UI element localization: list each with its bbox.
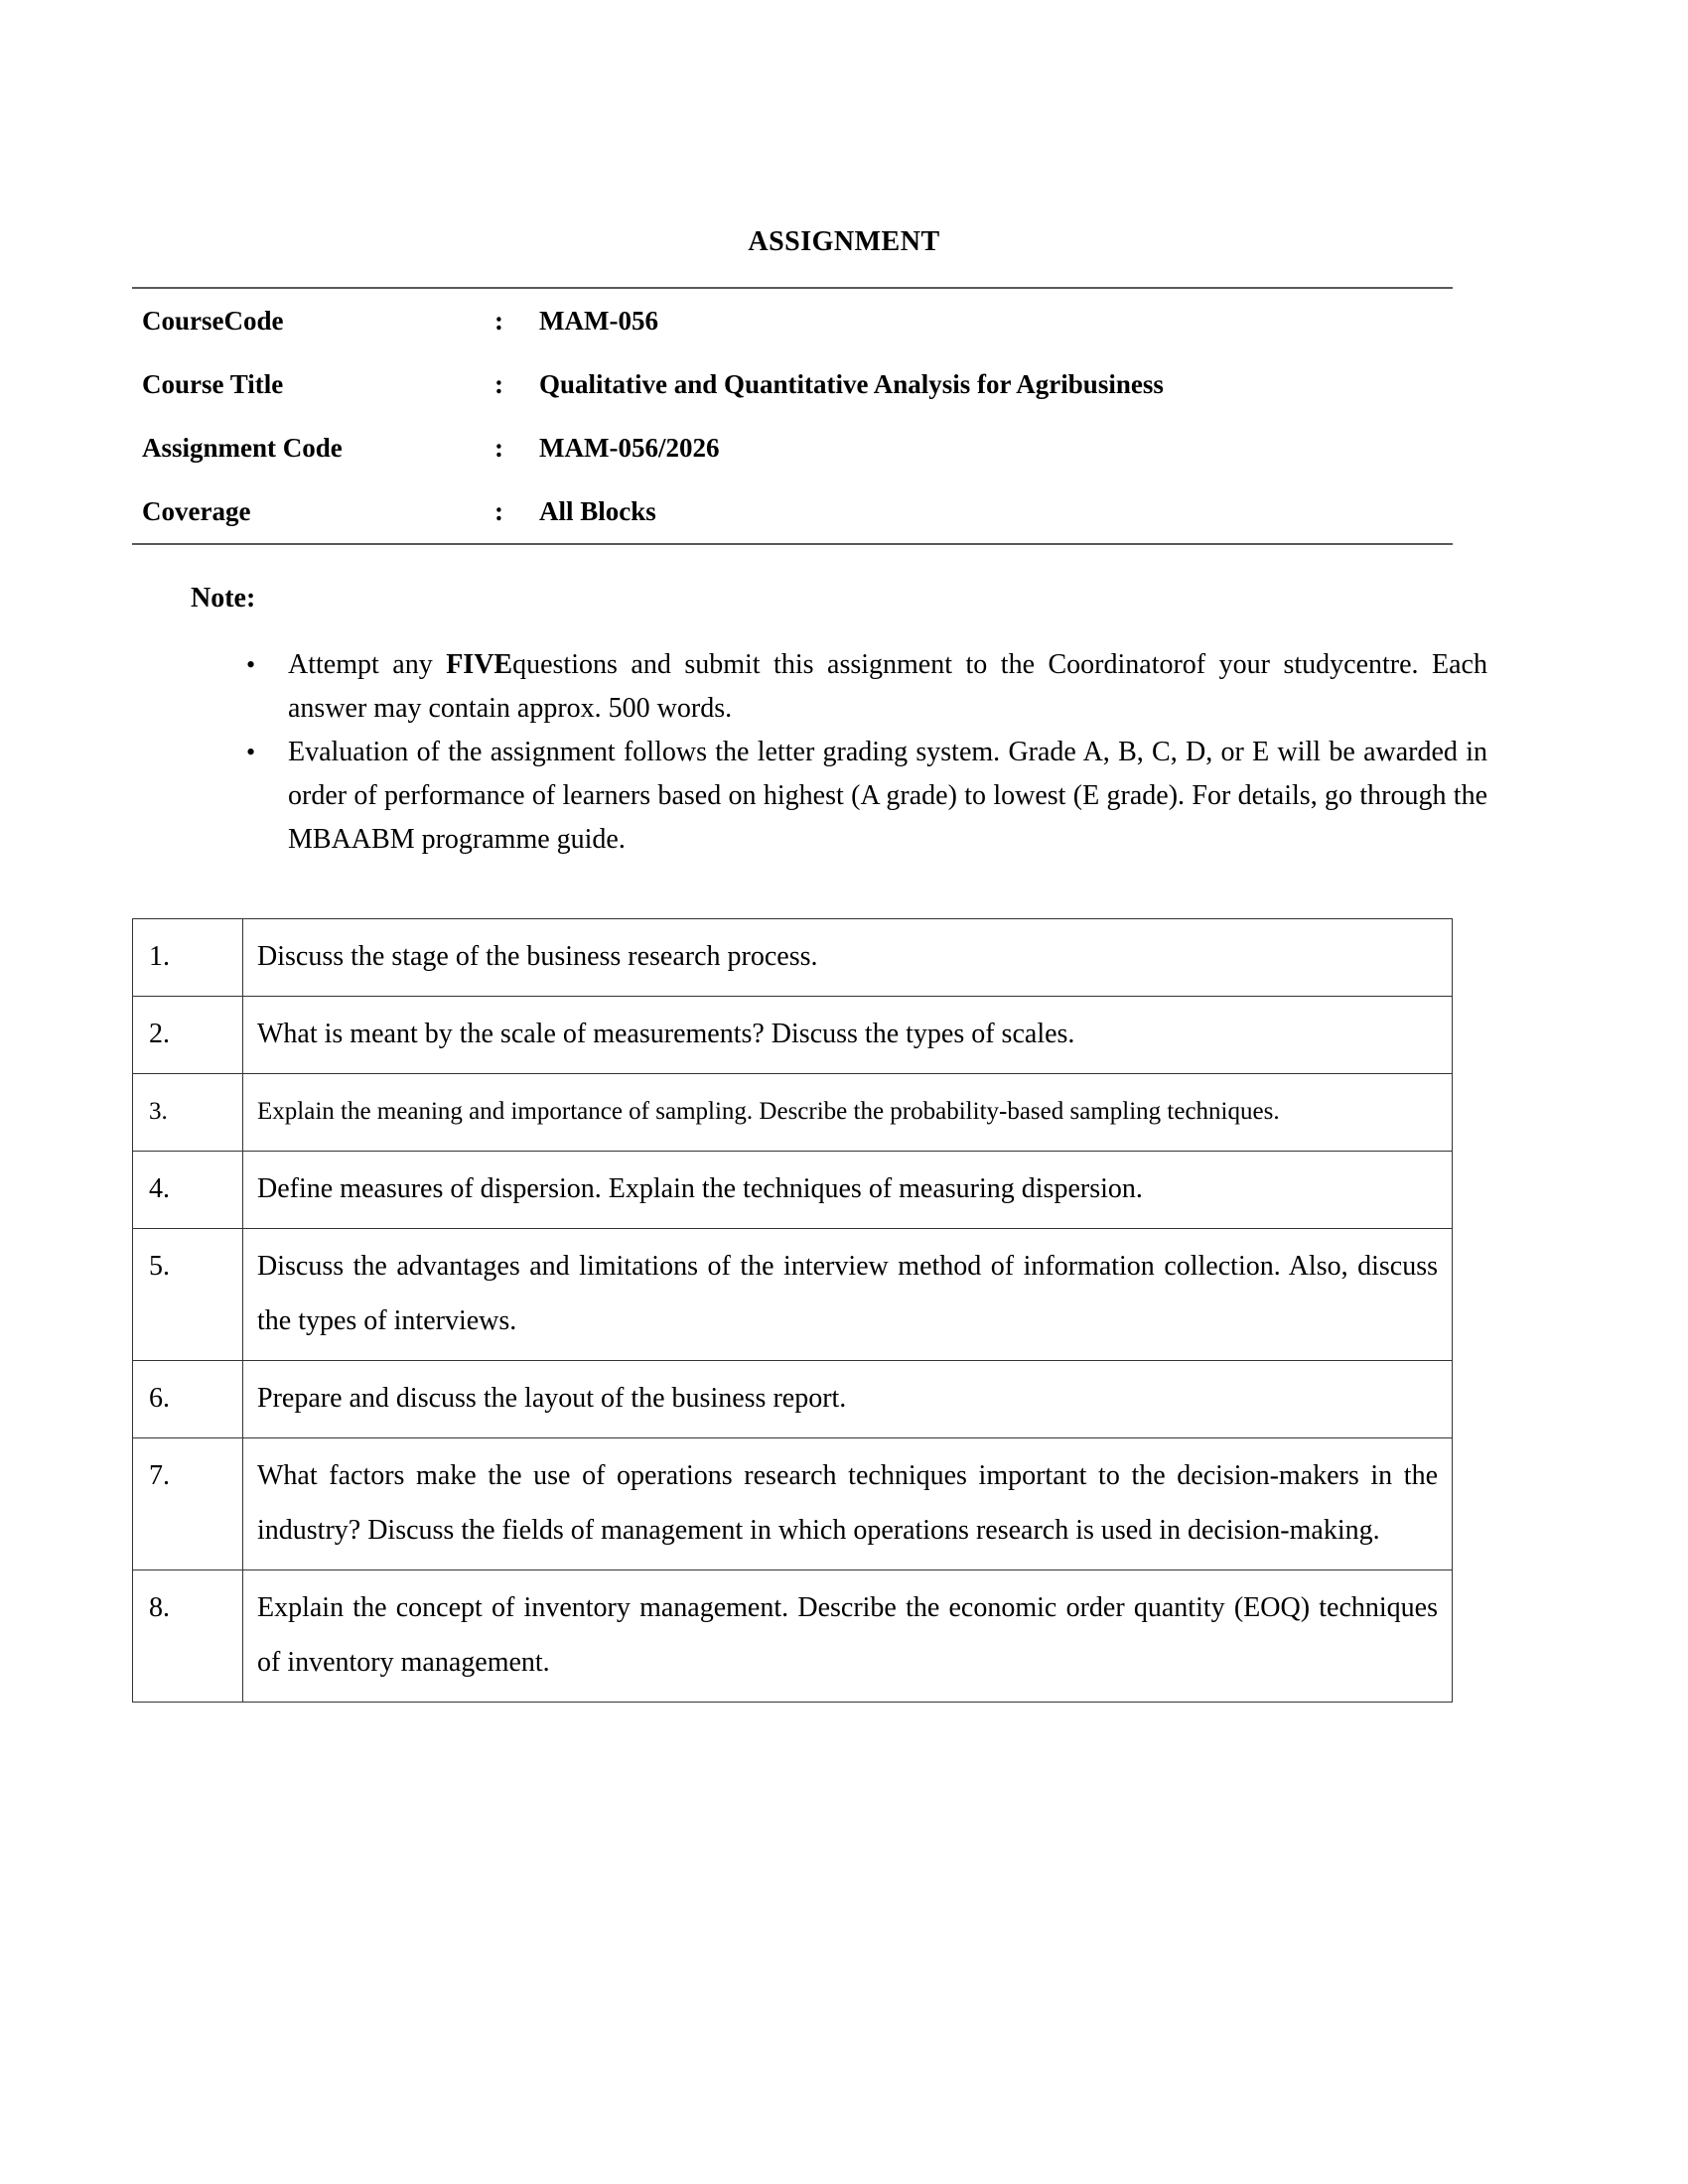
table-row xyxy=(133,997,1453,1074)
question-text-2: What is meant by the scale of measurements? Discuss the types of scales. xyxy=(243,997,1453,1074)
question-number-2: 2. xyxy=(133,997,243,1074)
question-text-6: Prepare and discuss the layout of the business report. xyxy=(243,1361,1453,1438)
question-text-4: Define measures of dispersion. Explain the techniques of measuring dispersion. xyxy=(243,1152,1453,1229)
bullet-1-bold: FIVE xyxy=(446,649,513,680)
table-row xyxy=(133,1361,1453,1438)
question-number-5: 5. xyxy=(133,1229,243,1361)
meta-value-coverage: All Blocks xyxy=(539,496,656,526)
question-text-7: What factors make the use of operations research techniques important to the decision-makers in the industry? Discuss the fields of management in which operations research is used in decision-making. xyxy=(243,1438,1453,1570)
course-meta-body xyxy=(132,288,1453,544)
meta-value-course-title: Qualitative and Quantitative Analysis for Agribusiness xyxy=(539,369,1164,399)
question-number-6: 6. xyxy=(133,1361,243,1438)
question-text-5: Discuss the advantages and limitations of the interview method of information collection. Also, discuss the types of interviews. xyxy=(243,1229,1453,1361)
list-item xyxy=(234,731,1487,862)
question-number-7: 7. xyxy=(133,1438,243,1570)
table-row xyxy=(132,352,1453,416)
meta-colon: : xyxy=(494,433,503,463)
question-text-1: Discuss the stage of the business research process. xyxy=(243,919,1453,997)
note-bullet-list xyxy=(234,643,1487,862)
list-item xyxy=(234,643,1487,731)
meta-label-course-code: CourseCode xyxy=(142,306,284,336)
question-text-3: Explain the meaning and importance of sampling. Describe the probability-based sampling techniques. xyxy=(243,1074,1453,1152)
course-meta-table xyxy=(132,287,1453,545)
table-row xyxy=(133,1074,1453,1152)
meta-colon: : xyxy=(494,496,503,526)
note-bullet-text-1 xyxy=(288,643,1487,731)
meta-value-course-code: MAM-056 xyxy=(539,306,658,336)
bullet-2-post: Evaluation of the assignment follows the letter grading system. Grade A, B, C, D, or E will be awarded in order of performance of learners based on highest (A grade) to lowest (E grade). For details, go through the MBAABM programme guide. xyxy=(288,737,1487,855)
meta-label-assignment-code: Assignment Code xyxy=(142,433,343,463)
meta-colon: : xyxy=(494,306,503,336)
bullet-1-post: questions and submit this assignment to the Coordinatorof your studycentre. Each answer may contain approx. 500 words. xyxy=(288,649,1487,724)
meta-label-coverage: Coverage xyxy=(142,496,251,526)
table-row xyxy=(133,1438,1453,1570)
page-title: ASSIGNMENT xyxy=(748,226,940,257)
questions-table-body xyxy=(133,919,1453,1703)
meta-value-assignment-code: MAM-056/2026 xyxy=(539,433,720,463)
meta-colon: : xyxy=(494,369,503,399)
table-row xyxy=(133,1570,1453,1703)
note-bullet-text-2 xyxy=(288,731,1487,862)
table-row xyxy=(133,1152,1453,1229)
table-row xyxy=(132,479,1453,544)
table-row xyxy=(133,1229,1453,1361)
bullet-icon: • xyxy=(246,650,256,679)
question-number-1: 1. xyxy=(133,919,243,997)
bullet-icon: • xyxy=(246,738,256,766)
question-number-3: 3. xyxy=(133,1074,243,1152)
note-heading: Note: xyxy=(191,583,256,614)
question-number-4: 4. xyxy=(133,1152,243,1229)
table-row xyxy=(132,416,1453,479)
bullet-1-pre: Attempt any xyxy=(288,649,447,680)
meta-label-course-title: Course Title xyxy=(142,369,284,399)
questions-table xyxy=(132,918,1453,1703)
question-number-8: 8. xyxy=(133,1570,243,1703)
table-row xyxy=(133,919,1453,997)
table-row xyxy=(132,288,1453,352)
question-text-8: Explain the concept of inventory management. Describe the economic order quantity (EOQ) techniques of inventory management. xyxy=(243,1570,1453,1703)
